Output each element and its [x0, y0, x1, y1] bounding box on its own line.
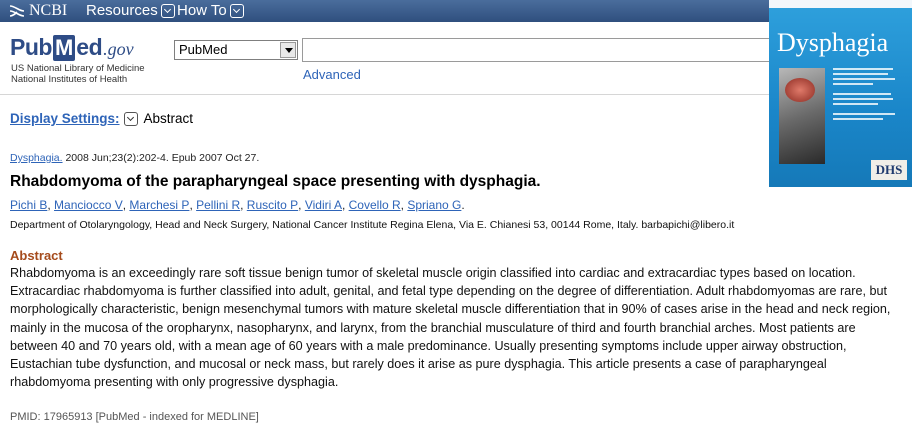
abstract-text: Rhabdomyoma is an exceedingly rare soft tissue benign tumor of skeletal muscle origin classified into cardiac and extracardiac types based on location. Extracardiac rhabdomyoma is further classified into adult, genital, and fetal type depending on the degree of differentiation. Adult rhabdomyomas are rare, but morphologically characteristic, benign mesenchymal tumors with mature skeletal muscle differentiation that in 90% of cases arise in the head and neck region, mainly in the mucosa of the oropharynx, nasopharynx, and larynx, from the branchial musculature of third and fourth branchial arches. Most patients are between 40 and 70 years old, with a mean age of 60 years with a male predominance. Usually presenting symptoms include upper airway obstruction, Eustachian tube dysfunction, and mucosal or neck mass, but rarely does it arise as pure dysphagia. This article presents a case of parapharyngeal rhabdomyoma presenting with only progressive dysphagia.	[10, 266, 891, 390]
ncbi-brand-label: NCBI	[29, 2, 68, 19]
abstract-heading: Abstract	[10, 248, 63, 263]
ncbi-logo[interactable]	[8, 2, 67, 20]
author-link[interactable]: Marchesi P	[129, 198, 190, 212]
nlm-credit	[11, 63, 145, 85]
resources-menu-label: Resources	[86, 2, 158, 19]
author-link[interactable]: Manciocco V	[54, 198, 123, 212]
author-link[interactable]: Vidiri A	[304, 198, 342, 212]
search-input[interactable]	[302, 38, 770, 62]
resources-menu[interactable]	[86, 2, 175, 19]
cover-text-lines	[833, 68, 903, 138]
how-to-menu[interactable]	[177, 2, 244, 19]
cover-title: Dysphagia	[777, 28, 889, 57]
author-list: Pichi B , Manciocco V , Marchesi P , Pellini R , Ruscito P , Vidiri A , Covello R , Spriano G .	[10, 198, 465, 212]
pubmed-logo[interactable]	[10, 34, 134, 62]
nlm-line: US National Library of Medicine	[11, 63, 145, 74]
database-select-value: PubMed	[179, 42, 228, 57]
header-divider	[0, 94, 770, 95]
cover-badge: DHS	[871, 160, 907, 180]
author-link[interactable]: Pellini R	[196, 198, 241, 212]
logo-m: M	[54, 35, 74, 60]
author-link[interactable]: Ruscito P	[246, 198, 299, 212]
cover-top-strip	[769, 0, 912, 8]
ncbi-helix-icon	[8, 3, 26, 19]
nih-line: National Institutes of Health	[11, 74, 128, 85]
chevron-down-icon[interactable]	[124, 112, 138, 126]
journal-cover-image[interactable]	[769, 0, 912, 187]
journal-link[interactable]: Dysphagia.	[10, 152, 63, 164]
cover-photo	[779, 68, 825, 164]
citation	[10, 152, 259, 164]
logo-pub: Pub	[10, 34, 52, 60]
citation-details: 2008 Jun;23(2):202-4. Epub 2007 Oct 27.	[65, 152, 260, 164]
logo-med: ed	[76, 34, 103, 60]
chevron-down-icon	[230, 4, 244, 18]
author-affiliation: Department of Otolaryngology, Head and Neck Surgery, National Cancer Institute Regina Elena, Via E. Chianesi 53, 00144 Rome, Italy. barbapichi@libero.it	[10, 219, 735, 231]
author-link[interactable]: Covello R	[348, 198, 401, 212]
article-title: Rhabdomyoma of the parapharyngeal space presenting with dysphagia.	[10, 173, 541, 190]
author-link[interactable]: Pichi B	[10, 198, 48, 212]
database-select[interactable]	[174, 40, 298, 60]
logo-gov: .gov	[103, 39, 134, 59]
advanced-search-link[interactable]: Advanced	[303, 67, 361, 82]
author-link[interactable]: Spriano G	[407, 198, 462, 212]
how-to-menu-label: How To	[177, 2, 227, 19]
display-settings-link[interactable]: Display Settings:	[10, 111, 120, 126]
display-settings	[10, 111, 193, 126]
dropdown-arrow-icon[interactable]	[280, 42, 296, 58]
pmid-line: PMID: 17965913 [PubMed - indexed for MEDLINE]	[10, 411, 259, 423]
display-settings-value: Abstract	[143, 111, 194, 126]
chevron-down-icon	[161, 4, 175, 18]
